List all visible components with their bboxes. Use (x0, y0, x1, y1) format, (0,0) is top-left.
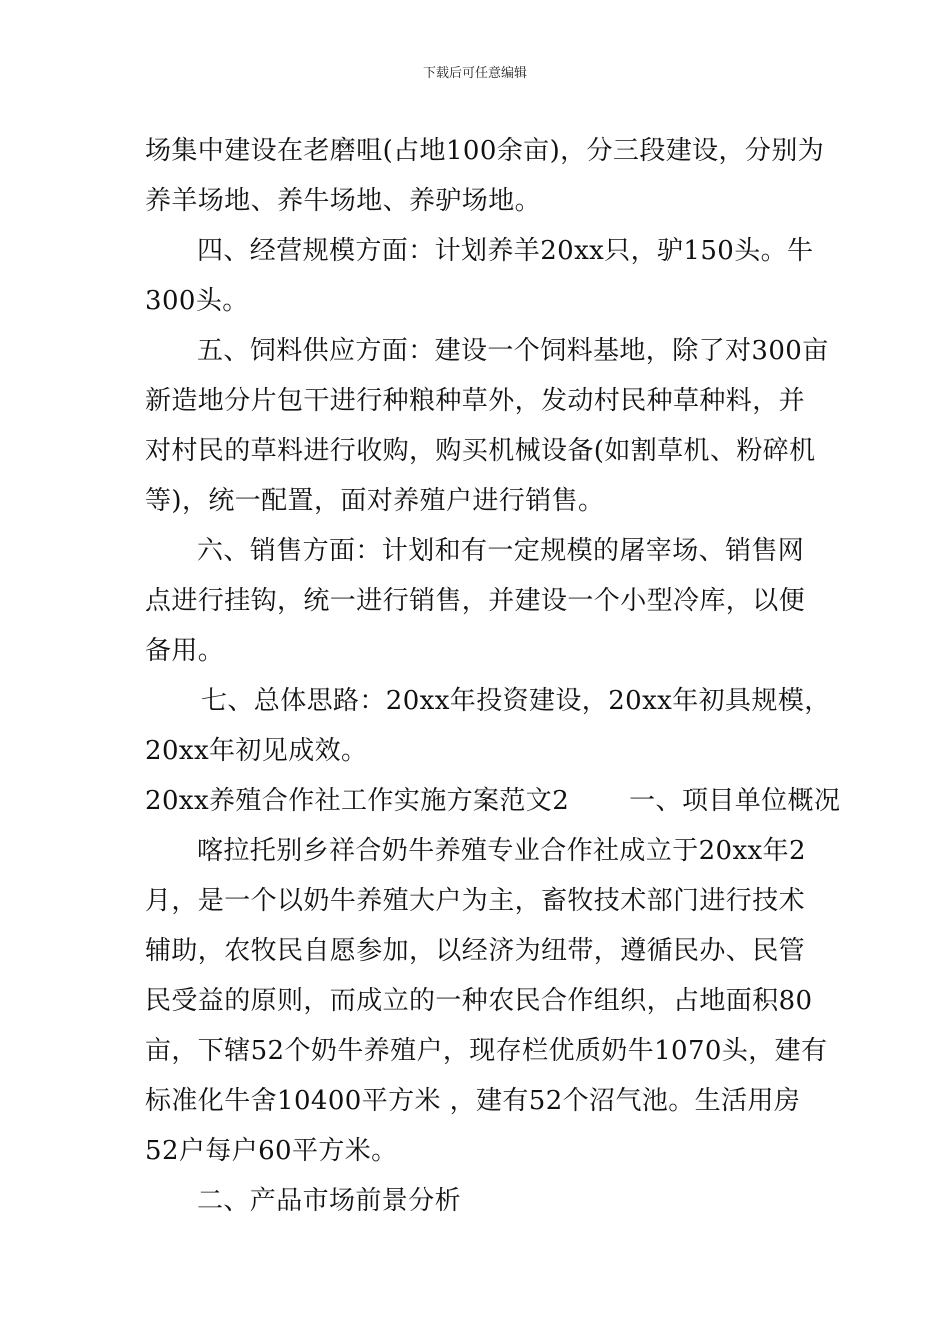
paragraph-line: 月，是一个以奶牛养殖大户为主，畜牧技术部门进行技术 (145, 886, 806, 916)
paragraph-line: 标准化牛舍10400平方米 ，建有52个沼气池。生活用房 (145, 1086, 801, 1116)
paragraph-line: 备用。 (145, 636, 225, 666)
paragraph-line: 辅助，农牧民自愿参加，以经济为纽带，遵循民办、民管 (145, 936, 806, 966)
paragraph-line: 亩，下辖52个奶牛养殖户，现存栏优质奶牛1070头，建有 (145, 1036, 828, 1066)
paragraph-line: 等)，统一配置，面对养殖户进行销售。 (145, 486, 605, 516)
paragraph-line: 52户每户60平方米。 (145, 1136, 398, 1166)
page-header: 下载后可任意编辑 (422, 66, 527, 81)
section-heading: 一、项目单位概况 (629, 786, 841, 816)
section-title: 20xx养殖合作社工作实施方案范文2 (145, 786, 570, 816)
paragraph-line: 新造地分片包干进行种粮种草外，发动村民种草种料，并 (145, 386, 806, 416)
paragraph-line: 20xx年初见成效。 (145, 736, 368, 766)
paragraph-line: 喀拉托别乡祥合奶牛养殖专业合作社成立于20xx年2 (197, 836, 806, 866)
paragraph-line: 300头。 (145, 286, 249, 316)
paragraph-line: 点进行挂钩，统一进行销售，并建设一个小型冷库，以便 (145, 586, 806, 616)
paragraph-line: 养羊场地、养牛场地、养驴场地。 (145, 186, 542, 216)
section-heading: 二、产品市场前景分析 (197, 1186, 462, 1216)
section-title-line (145, 776, 841, 826)
paragraph-line: 六、销售方面：计划和有一定规模的屠宰场、销售网 (197, 536, 805, 566)
paragraph-line: 四、经营规模方面：计划养羊20xx只，驴150头。牛 (197, 236, 814, 266)
paragraph-line: 场集中建设在老磨咀(占地100余亩)，分三段建设，分别为 (145, 136, 825, 166)
paragraph-line: 五、饲料供应方面：建设一个饲料基地，除了对300亩 (197, 336, 829, 366)
paragraph-line: 民受益的原则，而成立的一种农民合作组织，占地面积80 (145, 986, 813, 1016)
paragraph-line: 七、总体思路：20xx年投资建设，20xx年初具规模， (201, 686, 831, 716)
document-body (145, 126, 841, 1226)
paragraph-line: 对村民的草料进行收购，购买机械设备(如割草机、粉碎机 (145, 436, 816, 466)
